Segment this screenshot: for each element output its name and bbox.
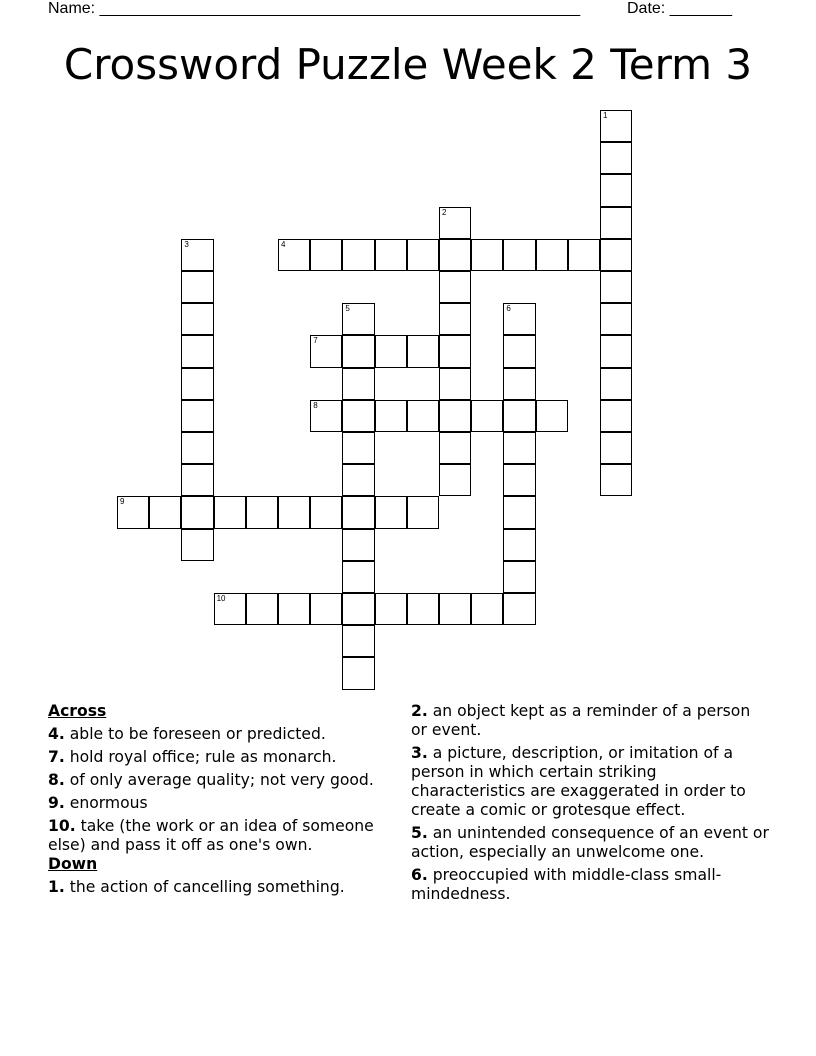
grid-cell[interactable] — [342, 496, 374, 528]
grid-cell[interactable] — [278, 239, 310, 271]
grid-cell[interactable] — [375, 335, 407, 367]
grid-cell[interactable] — [503, 368, 535, 400]
grid-cell[interactable] — [181, 529, 213, 561]
grid-cell[interactable] — [342, 303, 374, 335]
clue-number: 2 — [442, 207, 447, 217]
grid-cell[interactable] — [407, 400, 439, 432]
clue-down-1: 1. the action of cancelling something. — [48, 878, 345, 896]
grid-cell[interactable] — [278, 593, 310, 625]
grid-cell[interactable] — [536, 239, 568, 271]
grid-cell[interactable] — [503, 593, 535, 625]
grid-cell[interactable] — [181, 239, 213, 271]
grid-cell[interactable] — [439, 207, 471, 239]
grid-cell[interactable] — [600, 432, 632, 464]
grid-cell[interactable] — [181, 303, 213, 335]
name-field-label: Name: ______________________________________________________ — [48, 0, 581, 17]
grid-cell[interactable] — [503, 335, 535, 367]
grid-cell[interactable] — [600, 464, 632, 496]
grid-cell[interactable] — [536, 400, 568, 432]
grid-cell[interactable] — [117, 496, 149, 528]
grid-cell[interactable] — [600, 400, 632, 432]
grid-cell[interactable] — [600, 368, 632, 400]
grid-cell[interactable] — [503, 432, 535, 464]
grid-cell[interactable] — [310, 400, 342, 432]
grid-cell[interactable] — [246, 496, 278, 528]
grid-cell[interactable] — [600, 303, 632, 335]
grid-cell[interactable] — [600, 110, 632, 142]
grid-cell[interactable] — [407, 496, 439, 528]
clue-number: 5 — [345, 304, 350, 314]
grid-cell[interactable] — [342, 593, 374, 625]
clue-across-10: 10. take (the work or an idea of someone else) and pass it off as one's own. — [48, 817, 374, 854]
clue-down-5: 5. an unintended consequence of an event or action, especially an unwelcome one. — [411, 824, 769, 861]
clues-left-column — [48, 702, 393, 901]
grid-cell[interactable] — [600, 239, 632, 271]
clue-across-7: 7. hold royal office; rule as monarch. — [48, 748, 337, 766]
grid-cell[interactable] — [214, 496, 246, 528]
grid-cell[interactable] — [439, 593, 471, 625]
down-heading: Down — [48, 855, 98, 873]
grid-cell[interactable] — [600, 207, 632, 239]
across-heading: Across — [48, 702, 107, 720]
grid-cell[interactable] — [600, 271, 632, 303]
grid-cell[interactable] — [342, 561, 374, 593]
grid-cell[interactable] — [278, 496, 310, 528]
clue-down-6: 6. preoccupied with middle-class small-mindedness. — [411, 866, 722, 903]
grid-cell[interactable] — [439, 368, 471, 400]
clue-number: 8 — [313, 400, 318, 410]
grid-cell[interactable] — [149, 496, 181, 528]
grid-cell[interactable] — [342, 400, 374, 432]
grid-cell[interactable] — [342, 432, 374, 464]
clue-number: 10 — [216, 594, 226, 603]
grid-cell[interactable] — [503, 496, 535, 528]
clues-right-column — [411, 702, 771, 908]
clue-number: 7 — [313, 336, 318, 346]
grid-cell[interactable] — [342, 335, 374, 367]
grid-cell[interactable] — [214, 593, 246, 625]
clue-across-9: 9. enormous — [48, 794, 148, 812]
grid-cell[interactable] — [342, 625, 374, 657]
grid-cell[interactable] — [600, 335, 632, 367]
grid-cell[interactable] — [503, 239, 535, 271]
grid-cell[interactable] — [181, 271, 213, 303]
grid-cell[interactable] — [342, 529, 374, 561]
grid-cell[interactable] — [375, 239, 407, 271]
grid-cell[interactable] — [310, 335, 342, 367]
grid-cell[interactable] — [439, 432, 471, 464]
grid-cell[interactable] — [342, 368, 374, 400]
clue-number: 3 — [184, 239, 189, 249]
grid-cell[interactable] — [568, 239, 600, 271]
grid-cell[interactable] — [439, 335, 471, 367]
grid-cell[interactable] — [246, 593, 278, 625]
grid-cell[interactable] — [439, 400, 471, 432]
grid-cell[interactable] — [181, 432, 213, 464]
grid-cell[interactable] — [181, 368, 213, 400]
clue-across-4: 4. able to be foreseen or predicted. — [48, 725, 326, 743]
grid-cell[interactable] — [342, 657, 374, 689]
clue-down-3: 3. a picture, description, or imitation of a person in which certain striking characteristics are exaggerated in order to create a comic or grotesque effect. — [411, 744, 746, 819]
grid-cell[interactable] — [310, 239, 342, 271]
grid-cell[interactable] — [439, 303, 471, 335]
clue-number: 9 — [120, 497, 125, 507]
grid-cell[interactable] — [503, 561, 535, 593]
grid-cell[interactable] — [407, 593, 439, 625]
grid-cell[interactable] — [503, 529, 535, 561]
grid-cell[interactable] — [439, 464, 471, 496]
grid-cell[interactable] — [181, 335, 213, 367]
page-title: Crossword Puzzle Week 2 Term 3 — [63, 40, 753, 89]
grid-cell[interactable] — [310, 593, 342, 625]
grid-cell[interactable] — [600, 142, 632, 174]
grid-cell[interactable] — [181, 464, 213, 496]
grid-cell[interactable] — [439, 239, 471, 271]
clue-number: 4 — [281, 239, 286, 249]
clue-across-8: 8. of only average quality; not very good. — [48, 771, 374, 789]
grid-cell[interactable] — [181, 496, 213, 528]
clue-down-2: 2. an object kept as a reminder of a person or event. — [411, 702, 751, 739]
clue-number: 6 — [506, 304, 511, 314]
grid-cell[interactable] — [375, 496, 407, 528]
grid-cell[interactable] — [310, 496, 342, 528]
clue-number: 1 — [603, 111, 608, 120]
grid-cell[interactable] — [600, 174, 632, 206]
grid-cell[interactable] — [181, 400, 213, 432]
grid-cell[interactable] — [503, 464, 535, 496]
grid-cell[interactable] — [375, 400, 407, 432]
grid-cell[interactable] — [471, 239, 503, 271]
grid-cell[interactable] — [342, 239, 374, 271]
date-field-label: Date: _______ — [627, 0, 732, 17]
grid-cell[interactable] — [407, 239, 439, 271]
grid-cell[interactable] — [439, 271, 471, 303]
grid-cell[interactable] — [503, 400, 535, 432]
grid-cell[interactable] — [503, 303, 535, 335]
grid-cell[interactable] — [471, 593, 503, 625]
grid-cell[interactable] — [375, 593, 407, 625]
grid-cell[interactable] — [342, 464, 374, 496]
grid-cell[interactable] — [407, 335, 439, 367]
grid-cell[interactable] — [471, 400, 503, 432]
